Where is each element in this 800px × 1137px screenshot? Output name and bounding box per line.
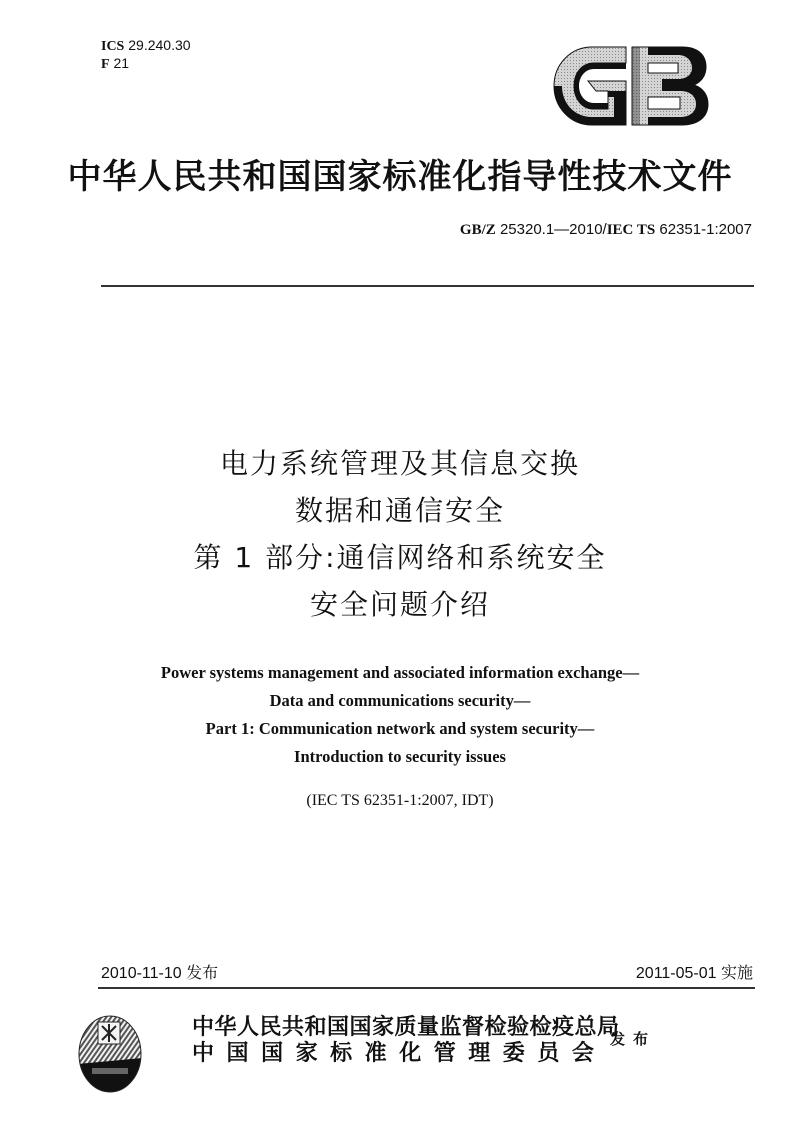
ics-code: ICS 29.240.30 [101,37,191,54]
chinese-title-line: 数据和通信安全 [294,494,505,527]
implementation-date: 2011-05-01 实施 [635,965,753,982]
chinese-title-line: 电力系统管理及其信息交换 [219,447,580,480]
publish-label: 发布 [610,1030,657,1048]
bottom-divider [98,987,755,989]
english-title [0,659,800,771]
chinese-title-line: 安全问题介绍 [309,588,490,621]
top-divider [101,285,754,287]
official-seal-icon [78,1014,142,1094]
issue-date: 2010-11-10 发布 [101,965,219,982]
issuer-sac: 中 国 国 家 标 准 化 管 理 委 员 会 [192,1040,594,1066]
english-title-line: Introduction to security issues [294,747,506,766]
chinese-title-line: 第 1 部分:通信网络和系统安全 [193,541,607,574]
english-title-line: Power systems management and associated information exchange— [160,663,640,682]
document-type-heading: 中华人民共和国国家标准化指导性技术文件 [67,157,733,197]
english-title-line: Part 1: Communication network and system security— [205,719,595,738]
issuer-aqsiq: 中华人民共和国国家质量监督检验检疫总局 [192,1014,620,1040]
classification-codes [101,37,191,73]
equivalence-note: (IEC TS 62351-1:2007, IDT) [306,792,494,809]
document-number: GB/Z 25320.1—2010/IEC TS 62351-1:2007 [459,221,752,238]
english-title-line: Data and communications security— [269,691,531,710]
gb-logo-icon [552,45,710,127]
ccs-code: F 21 [101,55,130,72]
chinese-title [0,440,800,628]
